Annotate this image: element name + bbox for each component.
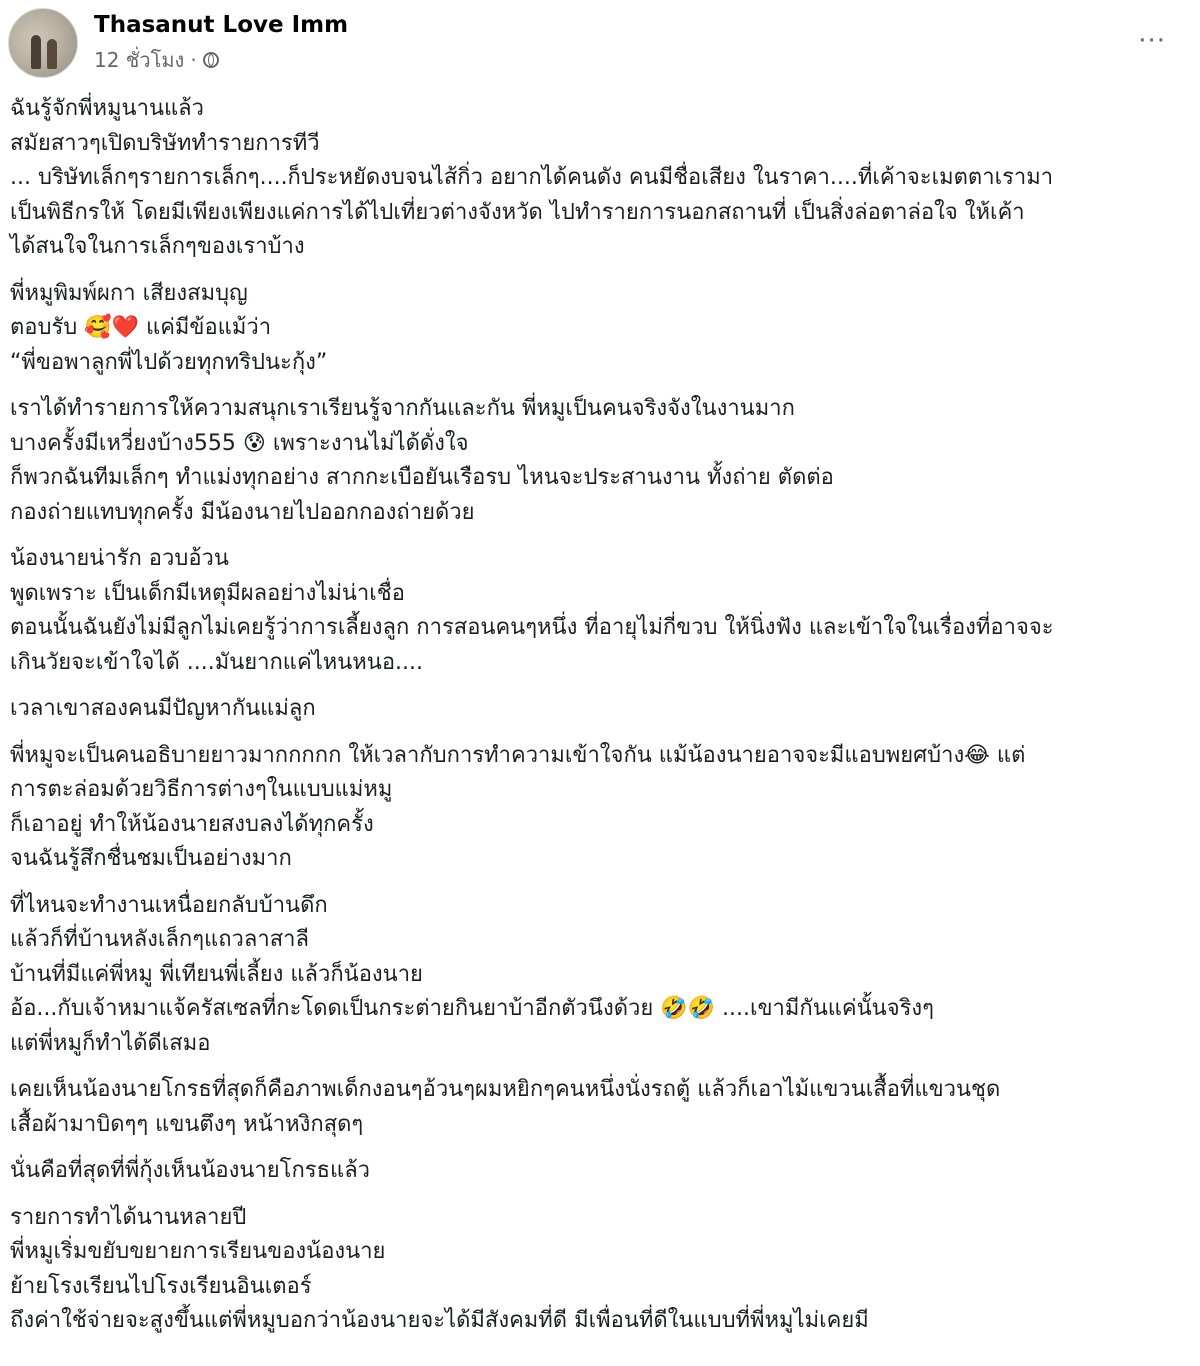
post-body (10, 92, 1185, 1351)
post-text-line: เกินวัยจะเข้าใจได้ ....มันยากแค่ไหนหนอ.... (10, 649, 424, 675)
more-options-icon[interactable]: ··· (1138, 26, 1166, 56)
post-paragraph (10, 1073, 1185, 1142)
post-text-line: เคยเห็นน้องนายโกรธที่สุดก็คือภาพเด็กงอนๆอ้วนๆผมหยิกๆคนหนึ่งนั่งรถตู้ แล้วก็เอาไม้แขวนเสื้อที่แขวนชุด (10, 1077, 1001, 1102)
post-meta (94, 10, 348, 76)
post-text-line: จนฉันรู้สึกชื่นชมเป็นอย่างมาก (10, 846, 292, 871)
author-name[interactable]: Thasanut Love Imm (94, 12, 349, 38)
post-text-line: เราได้ทำรายการให้ความสนุกเราเรียนรู้จากกันและกัน พี่หมูเป็นคนจริงจังในงานมาก (10, 396, 795, 421)
post-text-line: “พี่ขอพาลูกพี่ไปด้วยทุกทริปนะกุ้ง” (10, 349, 328, 375)
post-text-line: แล้วก็ที่บ้านหลังเล็กๆแถวลาสาลี (10, 927, 310, 952)
post-text-line: ฉันรู้จักพี่หมูนานแล้ว (10, 96, 205, 121)
post-text-line: บางครั้งมีเหวี่ยงบ้าง555 😰 เพราะงานไม่ได้ดั่งใจ (10, 430, 469, 456)
post-text-line: พี่หมูจะเป็นคนอธิบายยาวมากกกกก ให้เวลากับการทำความเข้าใจกัน แม้น้องนายอาจจะมีแอบพยศบ้าง😂 แต่ (10, 742, 1026, 768)
post-text-line: น้องนายน่ารัก อวบอ้วน (10, 546, 229, 571)
post-paragraph (10, 392, 1185, 530)
post-text-line: ย้ายโรงเรียนไปโรงเรียนอินเตอร์ (10, 1273, 312, 1299)
post-time[interactable]: 12 ชั่วโมง (94, 48, 185, 72)
post-paragraph (10, 277, 1185, 381)
post-text-line: พูดเพราะ เป็นเด็กมีเหตุมีผลอย่างไม่น่าเชื่อ (10, 580, 405, 606)
timestamp-row (94, 44, 348, 76)
post-paragraph (10, 889, 1185, 1062)
post-text-line: นั่นคือที่สุดที่พี่กุ้งเห็นน้องนายโกรธแล้ว (10, 1158, 371, 1183)
post-paragraph (10, 692, 1185, 727)
post-text-line: พี่หมูพิมพ์ผกา เสียงสมบุญ (10, 280, 248, 306)
post-paragraph (10, 1154, 1185, 1189)
post-text-line: ตอนนั้นฉันยังไม่มีลูกไม่เคยรู้ว่าการเลี้ยงลูก การสอนคนๆหนึ่ง ที่อายุไม่กี่ขวบ ให้นิ่งฟัง และเข้าใจในเรื่องที่อาจจะ (10, 615, 1054, 640)
post-paragraph (10, 1201, 1185, 1339)
post-text-line: เสื้อผ้ามาบิดๆๆ แขนตึงๆ หน้าหงิกสุดๆ (10, 1111, 364, 1137)
post-text-line: การตะล่อมด้วยวิธีการต่างๆในแบบแม่หมู (10, 777, 393, 802)
post-header (8, 8, 348, 78)
post-paragraph (10, 542, 1185, 680)
post-text-line: เวลาเขาสองคนมีปัญหากันแม่ลูก (10, 696, 316, 721)
globe-icon (203, 52, 219, 68)
post-text-line: ก็เอาอยู่ ทำให้น้องนายสงบลงได้ทุกครั้ง (10, 811, 374, 837)
post-text-line: กองถ่ายแทบทุกครั้ง มีน้องนายไปออกกองถ่ายด้วย (10, 499, 475, 525)
post-text-line: ถึงค่าใช้จ่ายจะสูงขึ้นแต่พี่หมูบอกว่าน้องนายจะได้มีสังคมที่ดี มีเพื่อนที่ดีในแบบที่พี่หมูไม่เคยมี (10, 1308, 869, 1333)
post-text-line: พี่หมูเริ่มขยับขยายการเรียนของน้องนาย (10, 1239, 386, 1264)
post-text-line: ก็พวกฉันทีมเล็กๆ ทำแม่งทุกอย่าง สากกะเบือยันเรือรบ ไหนจะประสานงาน ทั้งถ่าย ตัดต่อ (10, 465, 834, 490)
separator: · (190, 48, 197, 72)
post-text-line: ตอบรับ 🥰❤️ แค่มีข้อแม้ว่า (10, 315, 272, 340)
post-text-line: บ้านที่มีแค่พี่หมู พี่เทียนพี่เลี้ยง แล้วก็น้องนาย (10, 961, 423, 987)
avatar[interactable] (8, 8, 78, 78)
post-text-line: ... บริษัทเล็กๆรายการเล็กๆ....ก็ประหยัดงบจนไส้กิ่ว อยากได้คนดัง คนมีชื่อเสียง ในราคา....ที่เค้าจะเมตตาเรามา (10, 165, 1054, 190)
post-text-line: ได้สนใจในการเล็กๆของเราบ้าง (10, 234, 305, 259)
post-text-line: ที่ไหนจะทำงานเหนื่อยกลับบ้านดึก (10, 892, 328, 918)
post-text-line: อ้อ...กับเจ้าหมาแจ้ครัสเซลที่กะโดดเป็นกระต่ายกินยาบ้าอีกตัวนึงด้วย 🤣🤣 ....เขามีกันแค่นั้นจริงๆ (10, 996, 934, 1021)
post-paragraph (10, 92, 1185, 265)
avatar-figure (31, 35, 41, 69)
post-text-line: แต่พี่หมูก็ทำได้ดีเสมอ (10, 1030, 211, 1056)
post-text-line: เป็นพิธีกรให้ โดยมีเพียงเพียงแค่การได้ไปเที่ยวต่างจังหวัด ไปทำรายการนอกสถานที่ เป็นสิ่งล่อตาล่อใจ ให้เค้า (10, 199, 1025, 225)
avatar-figure (47, 39, 57, 69)
post-text-line: สมัยสาวๆเปิดบริษัททำรายการทีวี (10, 130, 320, 156)
post-text-line: รายการทำได้นานหลายปี (10, 1204, 247, 1230)
post-paragraph (10, 739, 1185, 877)
